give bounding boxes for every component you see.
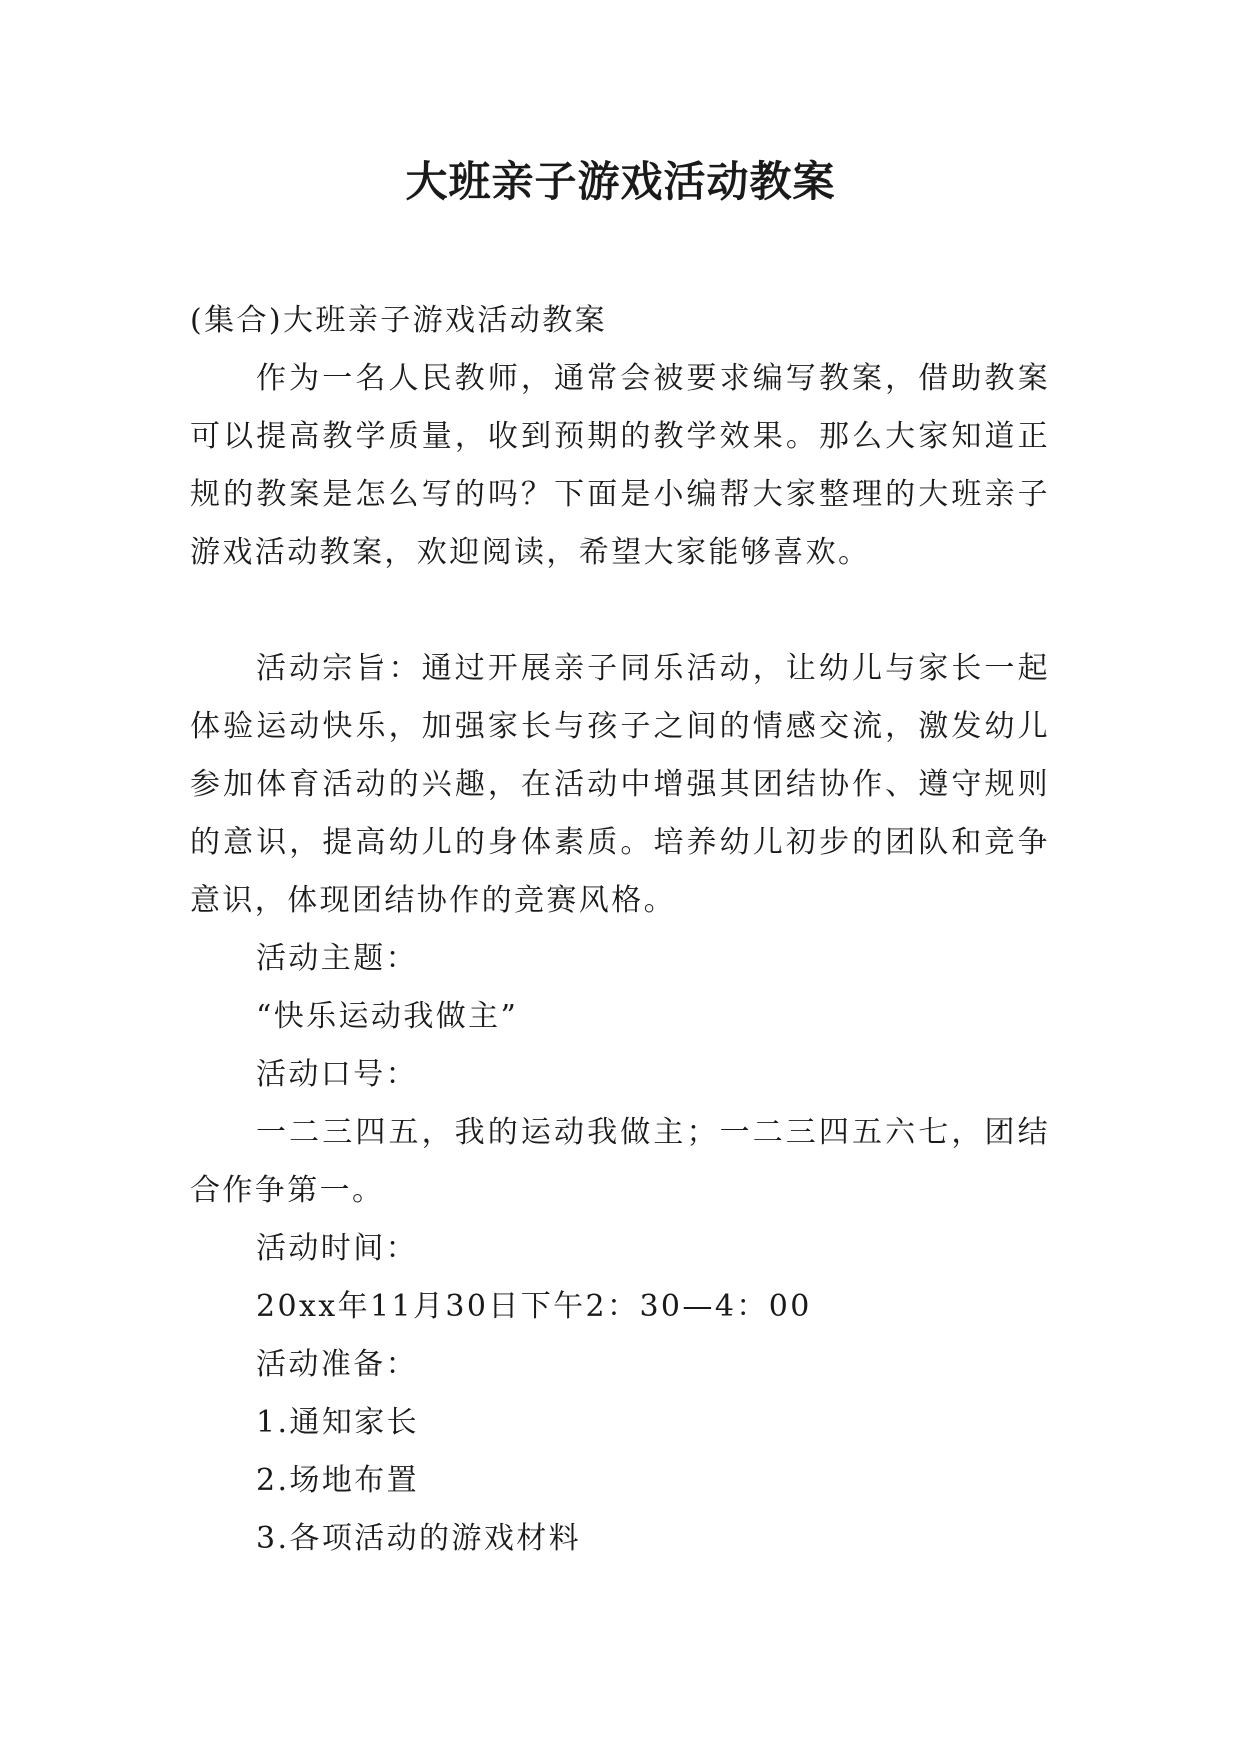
time-value: 20xx年11月30日下午2：30—4：00 bbox=[256, 1289, 812, 1324]
document-title: 大班亲子游戏活动教案 bbox=[405, 157, 836, 206]
slogan-label: 活动口号： bbox=[256, 1057, 418, 1092]
time-label: 活动时间： bbox=[256, 1231, 418, 1266]
theme-label: 活动主题： bbox=[256, 941, 418, 976]
purpose-paragraph: 活动宗旨：通过开展亲子同乐活动，让幼儿与家长一起体验运动快乐，加强家长与孩子之间的情感交流，激发幼儿参加体育活动的兴趣，在活动中增强其团结协作、遵守规则的意识，提高幼儿的身体素质。培养幼儿初步的团队和竞争意识，体现团结协作的竞赛风格。 bbox=[190, 651, 1050, 918]
slogan-value: 一二三四五，我的运动我做主；一二三四五六七，团结合作争第一。 bbox=[190, 1115, 1050, 1208]
prep-label: 活动准备： bbox=[256, 1347, 418, 1382]
theme-value: “快乐运动我做主” bbox=[256, 999, 519, 1034]
prep-item: 2.场地布置 bbox=[256, 1463, 420, 1498]
document-subtitle: (集合)大班亲子游戏活动教案 bbox=[190, 303, 608, 338]
intro-paragraph: 作为一名人民教师，通常会被要求编写教案，借助教案可以提高教学质量，收到预期的教学效果。那么大家知道正规的教案是怎么写的吗？下面是小编帮大家整理的大班亲子游戏活动教案，欢迎阅读，希望大家能够喜欢。 bbox=[190, 361, 1050, 570]
document-body bbox=[190, 292, 1050, 1568]
paragraph-spacer bbox=[190, 582, 1050, 640]
prep-item: 3.各项活动的游戏材料 bbox=[256, 1521, 582, 1556]
prep-item: 1.通知家长 bbox=[256, 1405, 420, 1440]
